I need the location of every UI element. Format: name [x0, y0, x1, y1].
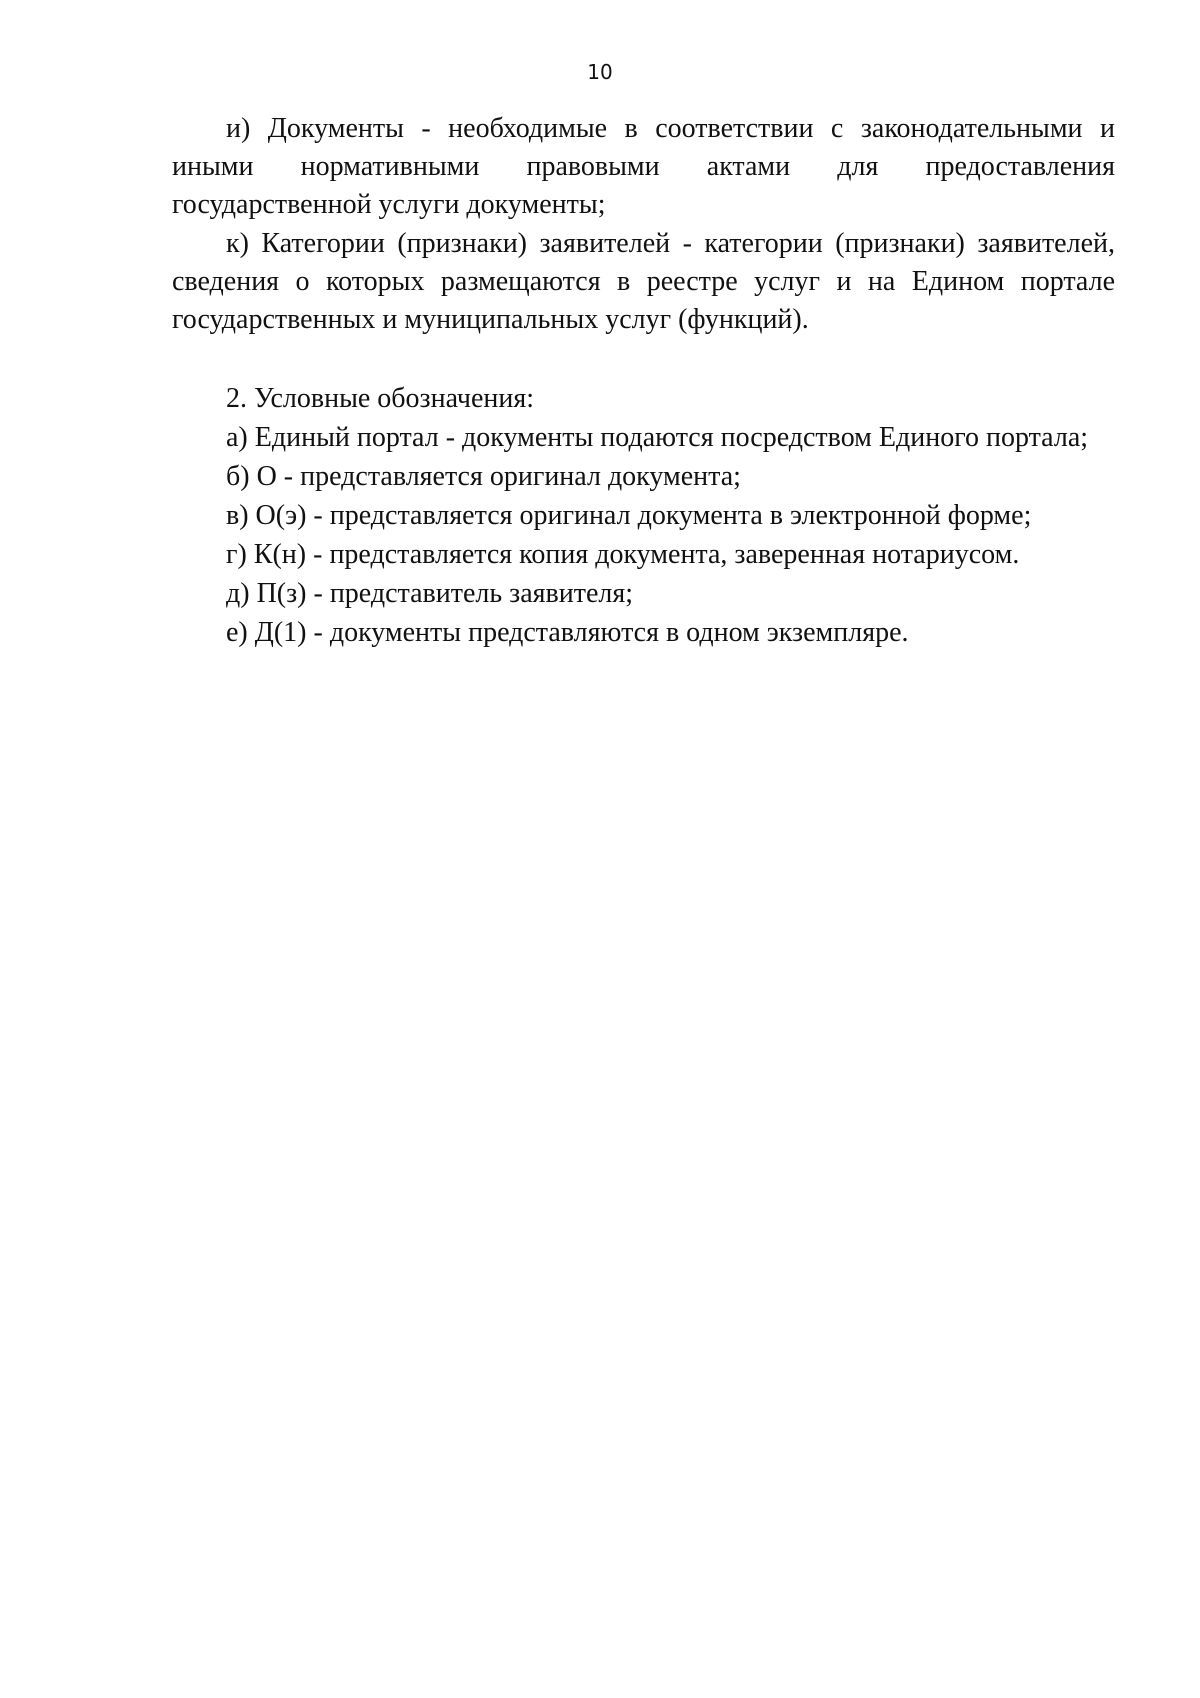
- document-body: [172, 110, 1115, 653]
- legend-item-b: б) О - представляется оригинал документа;: [226, 461, 741, 492]
- definition-paragraph-i: и) Документы - необходимые в соответствии с законодательными и иными нормативными правовыми актами для предоставления государственной услуги документы;: [172, 113, 1115, 220]
- legend-item-g: г) К(н) - представляется копия документа, заверенная нотариусом.: [226, 539, 1020, 570]
- legend-heading: 2. Условные обозначения:: [226, 383, 535, 414]
- definition-paragraph-k: к) Категории (признаки) заявителей - категории (признаки) заявителей, сведения о которых размещаются в реестре услуг и на Едином портале государственных и муниципальных услуг (функций).: [172, 228, 1115, 335]
- page-number: 10: [587, 60, 613, 84]
- legend-item-e: е) Д(1) - документы представляются в одном экземпляре.: [226, 617, 909, 648]
- legend-item-d: д) П(з) - представитель заявителя;: [226, 578, 634, 609]
- legend-item-a: а) Единый портал - документы подаются посредством Единого портала;: [226, 422, 1089, 453]
- legend-item-v: в) О(э) - представляется оригинал документа в электронной форме;: [226, 500, 1032, 531]
- section-spacer: [172, 340, 1115, 380]
